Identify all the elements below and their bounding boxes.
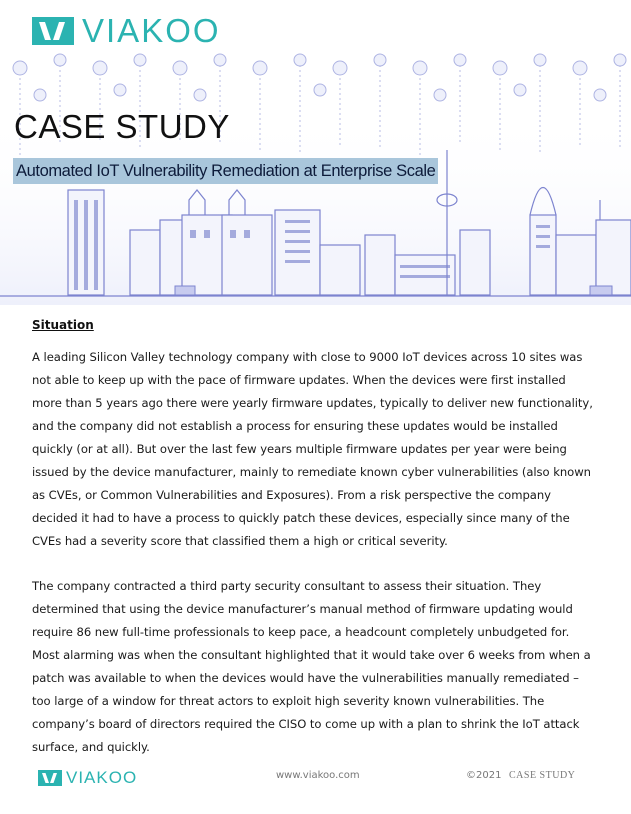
text-line: and the company did not establish a process for ensuring these updates would be installed [32, 419, 558, 433]
page-subtitle: Automated IoT Vulnerability Remediation at Enterprise Scale [13, 158, 438, 184]
text-line: require 86 new full-time professionals to keep pace, a headcount completely unbudgeted for. [32, 625, 570, 639]
footer-logo [38, 768, 137, 788]
text-line: Most alarming was when the consultant highlighted that it would take over 6 weeks from when a [32, 648, 591, 662]
text-line: decided it had to have a process to quickly patch these devices, especially since many of the [32, 511, 570, 525]
text-line: surface, and quickly. [32, 740, 150, 754]
text-line: company’s board of directors required the CISO to come up with a plan to shrink the IoT attack [32, 717, 580, 731]
text-line: The company contracted a third party security consultant to assess their situation. They [32, 579, 542, 593]
footer-website-link[interactable]: www.viakoo.com [276, 770, 360, 781]
text-line: quickly (or at all). But over the last few years multiple firmware updates per year were being [32, 442, 567, 456]
footer-brand-name: VIAKOO [66, 768, 138, 787]
page-title: CASE STUDY [14, 108, 230, 145]
footer-copyright: ©2021 [466, 770, 502, 781]
text-line: A leading Silicon Valley technology company with close to 9000 IoT devices across 10 sites was [32, 350, 583, 364]
paragraph-situation-1 [32, 346, 597, 553]
text-line: issued by the device manufacturer, mainly to remediate known cyber vulnerabilities (also known [32, 465, 591, 479]
viakoo-logo-icon [38, 770, 62, 786]
text-line: more than 5 years ago there were yearly firmware updates, typically to deliver new functionality, [32, 396, 593, 410]
footer-document-label: CASE STUDY [509, 770, 576, 781]
text-line: too large of a window for threat actors to exploit high severity known vulnerabilities. The [32, 694, 545, 708]
viakoo-logo-icon [32, 17, 74, 45]
section-heading: Situation [32, 318, 94, 332]
text-line: determined that using the device manufacturer’s manual method of firmware updating would [32, 602, 573, 616]
text-line: patch was available to when the devices would have the vulnerabilities manually remediated – [32, 671, 579, 685]
text-line: as CVEs, or Common Vulnerabilities and Exposures). From a risk perspective the company [32, 488, 551, 502]
text-line: CVEs had a severity score that classified them a high or critical severity. [32, 534, 448, 548]
text-line: not able to keep up with the pace of firmware updates. When the devices were first installed [32, 373, 566, 387]
brand-name: VIAKOO [82, 12, 221, 49]
paragraph-situation-2 [32, 575, 597, 759]
viakoo-logo [32, 12, 221, 49]
